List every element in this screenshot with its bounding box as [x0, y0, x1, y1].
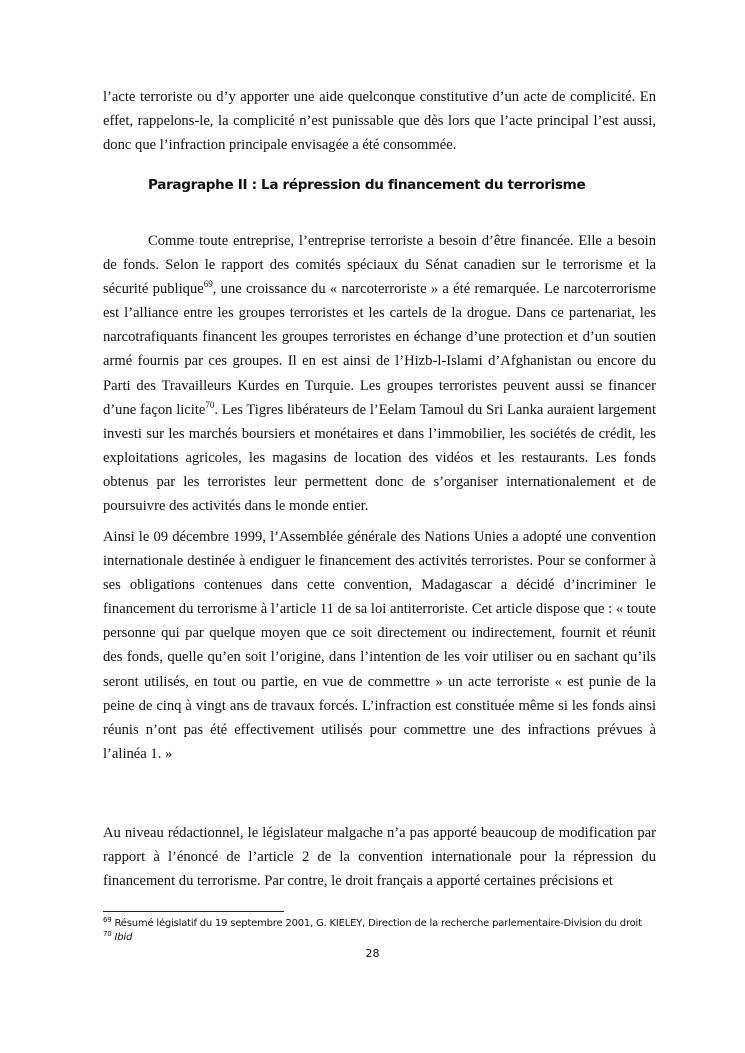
- section-heading: Paragraphe II : La répression du financement du terrorisme: [148, 177, 586, 193]
- footnote-text: Résumé législatif du 19 septembre 2001, G. KIELEY, Direction de la recherche parlementaire-Division du droit: [114, 918, 642, 929]
- paragraph-drafting: [103, 821, 656, 893]
- paragraph-4-text: Au niveau rédactionnel, le législateur malgache n’a pas apporté beaucoup de modification par rapport à l’énoncé de l’article 2 de la convention internationale pour la répression du financement du terrorisme. Par contre, le droit français a apporté certaines précisions et: [103, 825, 656, 890]
- footnote-ref-69[interactable]: 69: [203, 279, 213, 290]
- footnote-70: [103, 931, 656, 945]
- page-number: 28: [365, 947, 380, 960]
- footnote-text: Ibid: [114, 932, 133, 943]
- footnote-separator: [103, 911, 284, 912]
- paragraph-2-part-c: . Les Tigres libérateurs de l’Eelam Tamoul du Sri Lanka auraient largement investi sur les marchés boursiers et monétaires et dans l’immobilier, les sociétés de crédit, les exploitations agricoles, les magasins de location des vidéos et les restaurants. Les fonds obtenus par les terroristes leur permettent donc de s’organiser internationalement et de poursuivre des activités dans le monde entier.: [103, 401, 657, 515]
- paragraph-2-part-b: , une croissance du « narcoterroriste » a été remarquée. Le narcoterrorisme est l’alliance entre les groupes terroristes et les cartels de la drogue. Dans ce partenariat, les narcotrafiquants financent les groupes terroristes en échange d’une protection et d’un soutien armé fournis par ces groupes. Il en est ainsi de l’Hizb-l-Islami d’Afghanistan ou encore du Parti des Travailleurs Kurdes en Turquie. Les groupes terroristes peuvent aussi se financer d’une façon licite: [103, 281, 656, 418]
- paragraph-financing-needs: [103, 229, 656, 518]
- footnotes: [103, 917, 656, 945]
- footnote-69: [103, 917, 656, 931]
- paragraph-2-part-a: Comme toute entreprise, l’entreprise terroriste a besoin d’être financée. Elle a besoin de fonds. Selon le rapport des comités spéciaux du Sénat canadien sur le terrorisme et la sécurité publique: [103, 233, 656, 298]
- paragraph-continuation: [103, 85, 656, 157]
- paragraph-3-text: Ainsi le 09 décembre 1999, l’Assemblée générale des Nations Unies a adopté une convention internationale destinée à endiguer le financement des activités terroristes. Pour se conformer à ses obligations contenues dans cette convention, Madagascar a décidé d’incriminer le financement du terrorisme à l’article 11 de sa loi antiterroriste. Cet article dispose que : « toute personne qui par quelque moyen que ce soit directement ou indirectement, fournit et réunit des fonds, quelle qu’en soit l’origine, dans l’intention de les voir utiliser ou en sachant qu’ils seront utilisés, en tout ou partie, en vue de commettre » un acte terroriste « est punie de la peine de cinq à vingt ans de travaux forcés. L’infraction est constituée même si les fonds ainsi réunis n’ont pas été effectivement utilisés pour commettre une des infractions prévues à l’alinéa 1. »: [103, 529, 656, 762]
- footnote-number: 70: [103, 930, 112, 938]
- paragraph-1-text: l’acte terroriste ou d’y apporter une aide quelconque constitutive d’un acte de complicité. En effet, rappelons-le, la complicité n’est punissable que dès lors que l’acte principal l’est aussi, donc que l’infraction principale envisagée a été consommée.: [103, 89, 656, 154]
- footnote-ref-70[interactable]: 70: [205, 399, 215, 410]
- footnote-number: 69: [103, 916, 112, 924]
- paragraph-un-convention: [103, 525, 656, 766]
